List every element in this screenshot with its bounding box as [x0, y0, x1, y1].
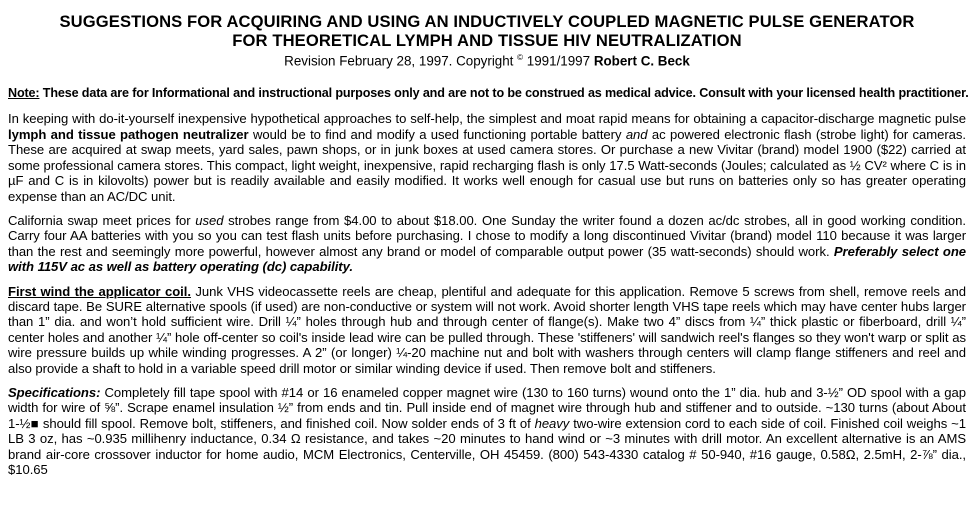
- author-name: Robert C. Beck: [593, 53, 690, 69]
- p2-bold-italic: Preferably select one with 115V ac as well as battery operating (dc) capability.: [8, 243, 966, 275]
- paragraph-specifications: [8, 385, 966, 477]
- p1-italic-and: and: [625, 126, 648, 142]
- document-title: [8, 0, 966, 50]
- note-label: Note:: [8, 86, 40, 101]
- revision-years: 1991/1997: [526, 53, 591, 69]
- p1-bold-phrase: lymph and tissue pathogen neutralizer: [8, 126, 249, 142]
- p4-text-1: Completely fill tape spool with #14 or 16 enameled copper magnet wire (130 to 160 turns) wound onto the 1” dia. hub and 3-½” OD spool with a gap width for wire of ⅝”. Scrape enamel insulation ½” from ends and tin. Pull inside end of magnet wire through hub and stiffener and to outside. ~130 turns (about About 1-½■ should fill spool. Remove bolt, stiffeners, and finished coil. Now solder ends of 3 ft of: [8, 384, 967, 431]
- p2-text-2: strobes range from $4.00 to about $18.00. One Sunday the writer found a dozen ac/dc strobes, all in good working condition. Carry four AA batteries with you so you can test flash units before purchasing. I chose to modify a long discontinued Vivitar (brand) model 110 because it was larger than the rest and seemingly more powerful, however almost any brand or model of comparable output power (35 watt-seconds) should work.: [8, 212, 966, 259]
- revision-line: [8, 50, 966, 69]
- p2-text-1: California swap meet prices for: [8, 212, 191, 228]
- p2-italic-used: used: [195, 212, 224, 228]
- title-line-2: FOR THEORETICAL LYMPH AND TISSUE HIV NEUTRALIZATION: [232, 31, 742, 50]
- paragraph-intro: [8, 111, 966, 203]
- p1-text-2: would be to find and modify a used functioning portable battery: [252, 126, 622, 142]
- p3-heading: First wind the applicator coil.: [8, 283, 191, 299]
- p4-text-2: two-wire extension cord to each side of coil. Finished coil weighs ~1 LB 3 oz, has ~0.935 millihenry inductance, 0.34 Ω resistance, and takes ~20 minutes to hand wind or ~3 minutes with drill motor. An excellent alternative is an AMS brand air-core crossover inductor for home audio, MCM Electronics, Centerville, OH 45459. (800) 543-4330 catalog # 50-940, #16 gauge, 0.58Ω, 2.5mH, 2-⅞” dia., $10.65: [8, 415, 966, 477]
- disclaimer-note: [8, 86, 969, 101]
- p3-body: Junk VHS videocassette reels are cheap, plentiful and adequate for this application. Remove 5 screws from shell, remove reels and discard tape. Be SURE alternative spools (if used) are non-conductive or system will not work. Avoid shorter length VHS tape reels which may have center hubs larger than 1” dia. and won’t hold sufficient wire. Drill ¼” holes through hub and through center of flange(s). Make two 4” discs from ¼” thick plastic or fiberboard, drill ¼” center holes and another ¼” hole off-center so coil's inside lead wire can be pulled through. These 'stiffeners' will sandwich reel's flanges so they won't warp or split as wire pressure builds up while winding progresses. A 2” (or longer) ¼-20 machine nut and bolt with washers through centers will clamp flange stiffeners and reel and also provide a shaft to hold in a variable speed drill motor or similar winding device if used. Then remove bolt and stiffeners.: [8, 283, 966, 376]
- paragraph-prices: [8, 213, 966, 275]
- p4-heading: Specifications:: [8, 384, 101, 400]
- p4-italic-heavy: heavy: [534, 415, 570, 431]
- note-text: These data are for Informational and instructional purposes only and are not to be construed as medical advice. Consult with your licensed health practitioner.: [42, 86, 969, 101]
- title-line-1: SUGGESTIONS FOR ACQUIRING AND USING AN INDUCTIVELY COUPLED MAGNETIC PULSE GENERATOR: [59, 12, 915, 31]
- copyright-symbol: ©: [517, 53, 524, 62]
- revision-text: Revision February 28, 1997. Copyright: [284, 53, 514, 69]
- paragraph-wind-coil: [8, 284, 966, 376]
- p1-text-1: In keeping with do-it-yourself inexpensive hypothetical approaches to self-help, the simplest and moat rapid means for obtaining a capacitor-discharge magnetic pulse: [8, 111, 966, 127]
- p1-text-3: ac powered electronic flash (strobe light) for cameras. These are acquired at swap meets, yard sales, pawn shops, or in junk boxes at used camera stores. Or purchase a new Vivitar (brand) model 1900 ($22) carried at some professional camera stores. This compact, light weight, inexpensive, rapid recharging flash is only 17.5 Watt-seconds (Joules; calculated as ½ CV² where C is in µF and C is in kilovolts) power but is readily available and easily modified. It works well enough for casual use but runs on batteries only so has greater operating expense than an AC/DC unit.: [8, 126, 966, 204]
